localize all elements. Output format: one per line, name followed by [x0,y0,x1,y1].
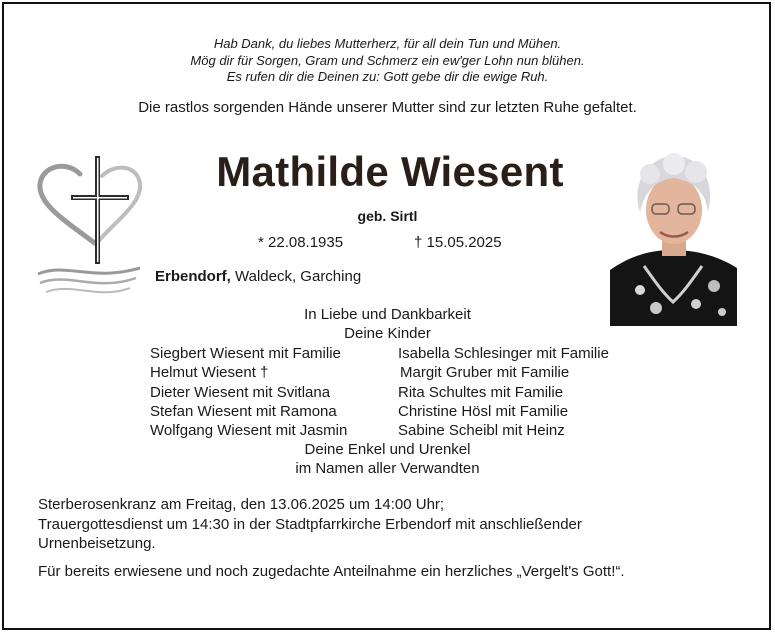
mourner-name: Stefan Wiesent mit Ramona [150,402,337,420]
death-date: † 15.05.2025 [414,234,502,251]
birth-date: * 22.08.1935 [258,234,344,251]
grandchildren-line: Deine Enkel und Urenkel [304,441,471,458]
mourner-name: Christine Hösl mit Familie [398,402,569,420]
mourner-name: Isabella Schlesinger mit Familie [398,345,609,362]
gratitude-line: Für bereits erwiesene und noch zugedachte Anteilnahme ein herzliches „Vergelt's Gott!“. [38,563,625,580]
mourners-left [150,344,347,440]
mourner-name: Wolfgang Wiesent mit Jasmin [150,422,348,440]
children-heading: Deine Kinder [344,325,431,342]
mourner-name: Dieter Wiesent mit Svitlana [150,383,331,401]
place-rest: Waldeck, Garching [230,268,362,285]
mourner-name: Rita Schultes mit Familie [398,383,564,401]
relatives-line: im Namen aller Verwandten [295,460,480,477]
mourners-right [398,344,609,440]
service-line: Trauergottesdienst um 14:30 in der Stadtpfarrkirche Erbendorf mit anschließender [38,515,582,533]
thanks-line: In Liebe und Dankbarkeit [304,306,471,323]
mourner-name: Sabine Scheibl mit Heinz [398,422,565,440]
service-info [38,495,738,554]
deceased-name: Mathilde Wiesent [216,148,564,195]
portrait-photo [610,152,737,326]
maiden-name: geb. Sirtl [357,208,418,224]
grandchildren-block [0,440,775,478]
poem-line: Es rufen dir die Deinen zu: Gott gebe dir die ewige Ruh. [226,69,549,84]
intro-text: Die rastlos sorgenden Hände unserer Mutter sind zur letzten Ruhe gefaltet. [138,99,637,116]
mourner-name: Margit Gruber mit Familie [400,364,570,382]
service-line: Sterberosenkranz am Freitag, den 13.06.2025 um 14:00 Uhr; [38,496,445,513]
thanks-block [0,305,775,343]
places [155,268,361,285]
heart-cross-emblem-icon [36,152,146,300]
poem [0,36,775,86]
mourner-name: Siegbert Wiesent mit Familie [150,345,341,362]
place-main: Erbendorf, [155,268,231,285]
poem-line: Mög dir für Sorgen, Gram und Schmerz ein ew'ger Lohn nun blühen. [190,52,585,68]
poem-line: Hab Dank, du liebes Mutterherz, für all dein Tun und Mühen. [213,36,562,51]
service-line: Urnenbeisetzung. [38,535,156,552]
mourner-name: Helmut Wiesent † [150,364,269,382]
